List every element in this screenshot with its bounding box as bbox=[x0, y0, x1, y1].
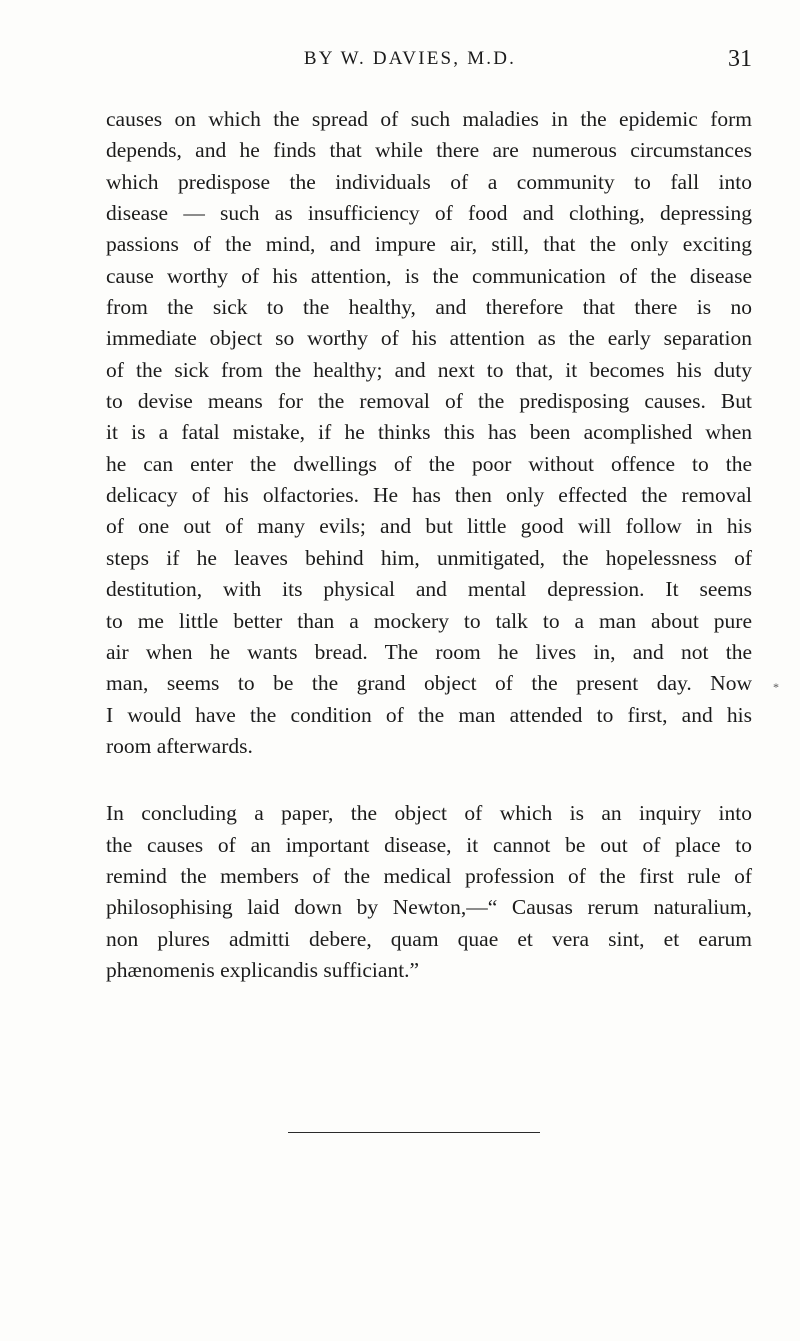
text-line: to devise means for the removal of the predisposing causes. But bbox=[106, 389, 752, 414]
text-line: of the sick from the healthy; and next to that, it becomes his duty bbox=[106, 357, 752, 382]
text-line: In concluding a paper, the object of which is an inquiry into bbox=[106, 801, 752, 826]
text-line: which predispose the individuals of a community to fall into bbox=[106, 169, 752, 194]
text-line: cause worthy of his attention, is the communication of the disease bbox=[106, 263, 752, 288]
end-rule bbox=[288, 1132, 540, 1133]
text-line: destitution, with its physical and mental depression. It seems bbox=[106, 577, 752, 602]
text-line: to me little better than a mockery to talk to a man about pure bbox=[106, 608, 752, 633]
text-line: immediate object so worthy of his attention as the early separation bbox=[106, 326, 752, 351]
text-line: depends, and he finds that while there are numerous circumstances bbox=[106, 138, 752, 163]
text-line: I would have the condition of the man attended to first, and his bbox=[106, 702, 752, 727]
text-line: disease — such as insufficiency of food and clothing, depressing bbox=[106, 201, 752, 226]
text-line: remind the members of the medical profession of the first rule of bbox=[106, 863, 752, 888]
text-line: causes on which the spread of such maladies in the epidemic form bbox=[106, 107, 752, 131]
text-line: it is a fatal mistake, if he thinks this has been acomplished when bbox=[106, 420, 752, 445]
text-line: of one out of many evils; and but little good will follow in his bbox=[106, 514, 752, 539]
body-text bbox=[106, 104, 752, 986]
text-line: he can enter the dwellings of the poor without offence to the bbox=[106, 451, 752, 476]
text-line: philosophising laid down by Newton,—“ Causas rerum naturalium, bbox=[106, 895, 752, 920]
page-number: 31 bbox=[728, 46, 752, 72]
text-line: steps if he leaves behind him, unmitigated, the hopelessness of bbox=[106, 545, 752, 570]
paragraph-1 bbox=[106, 104, 752, 762]
text-line: non plures admitti debere, quam quae et vera sint, et earum bbox=[106, 926, 752, 951]
text-line: delicacy of his olfactories. He has then only effected the removal bbox=[106, 483, 752, 508]
text-line: man, seems to be the grand object of the present day. Now bbox=[106, 671, 752, 696]
text-line: from the sick to the healthy, and therefore that there is no bbox=[106, 295, 752, 320]
paragraph-spacer bbox=[106, 762, 752, 798]
text-line: room afterwards. bbox=[106, 733, 253, 758]
text-line: phænomenis explicandis sufficiant.” bbox=[106, 957, 420, 982]
paragraph-2 bbox=[106, 798, 752, 986]
margin-asterisk: * bbox=[773, 680, 779, 694]
running-title: BY W. DAVIES, M.D. bbox=[303, 48, 517, 69]
text-line: passions of the mind, and impure air, still, that the only exciting bbox=[106, 232, 752, 257]
text-line: air when he wants bread. The room he lives in, and not the bbox=[106, 639, 752, 664]
text-line: the causes of an important disease, it cannot be out of place to bbox=[106, 832, 752, 857]
running-head bbox=[0, 48, 800, 78]
